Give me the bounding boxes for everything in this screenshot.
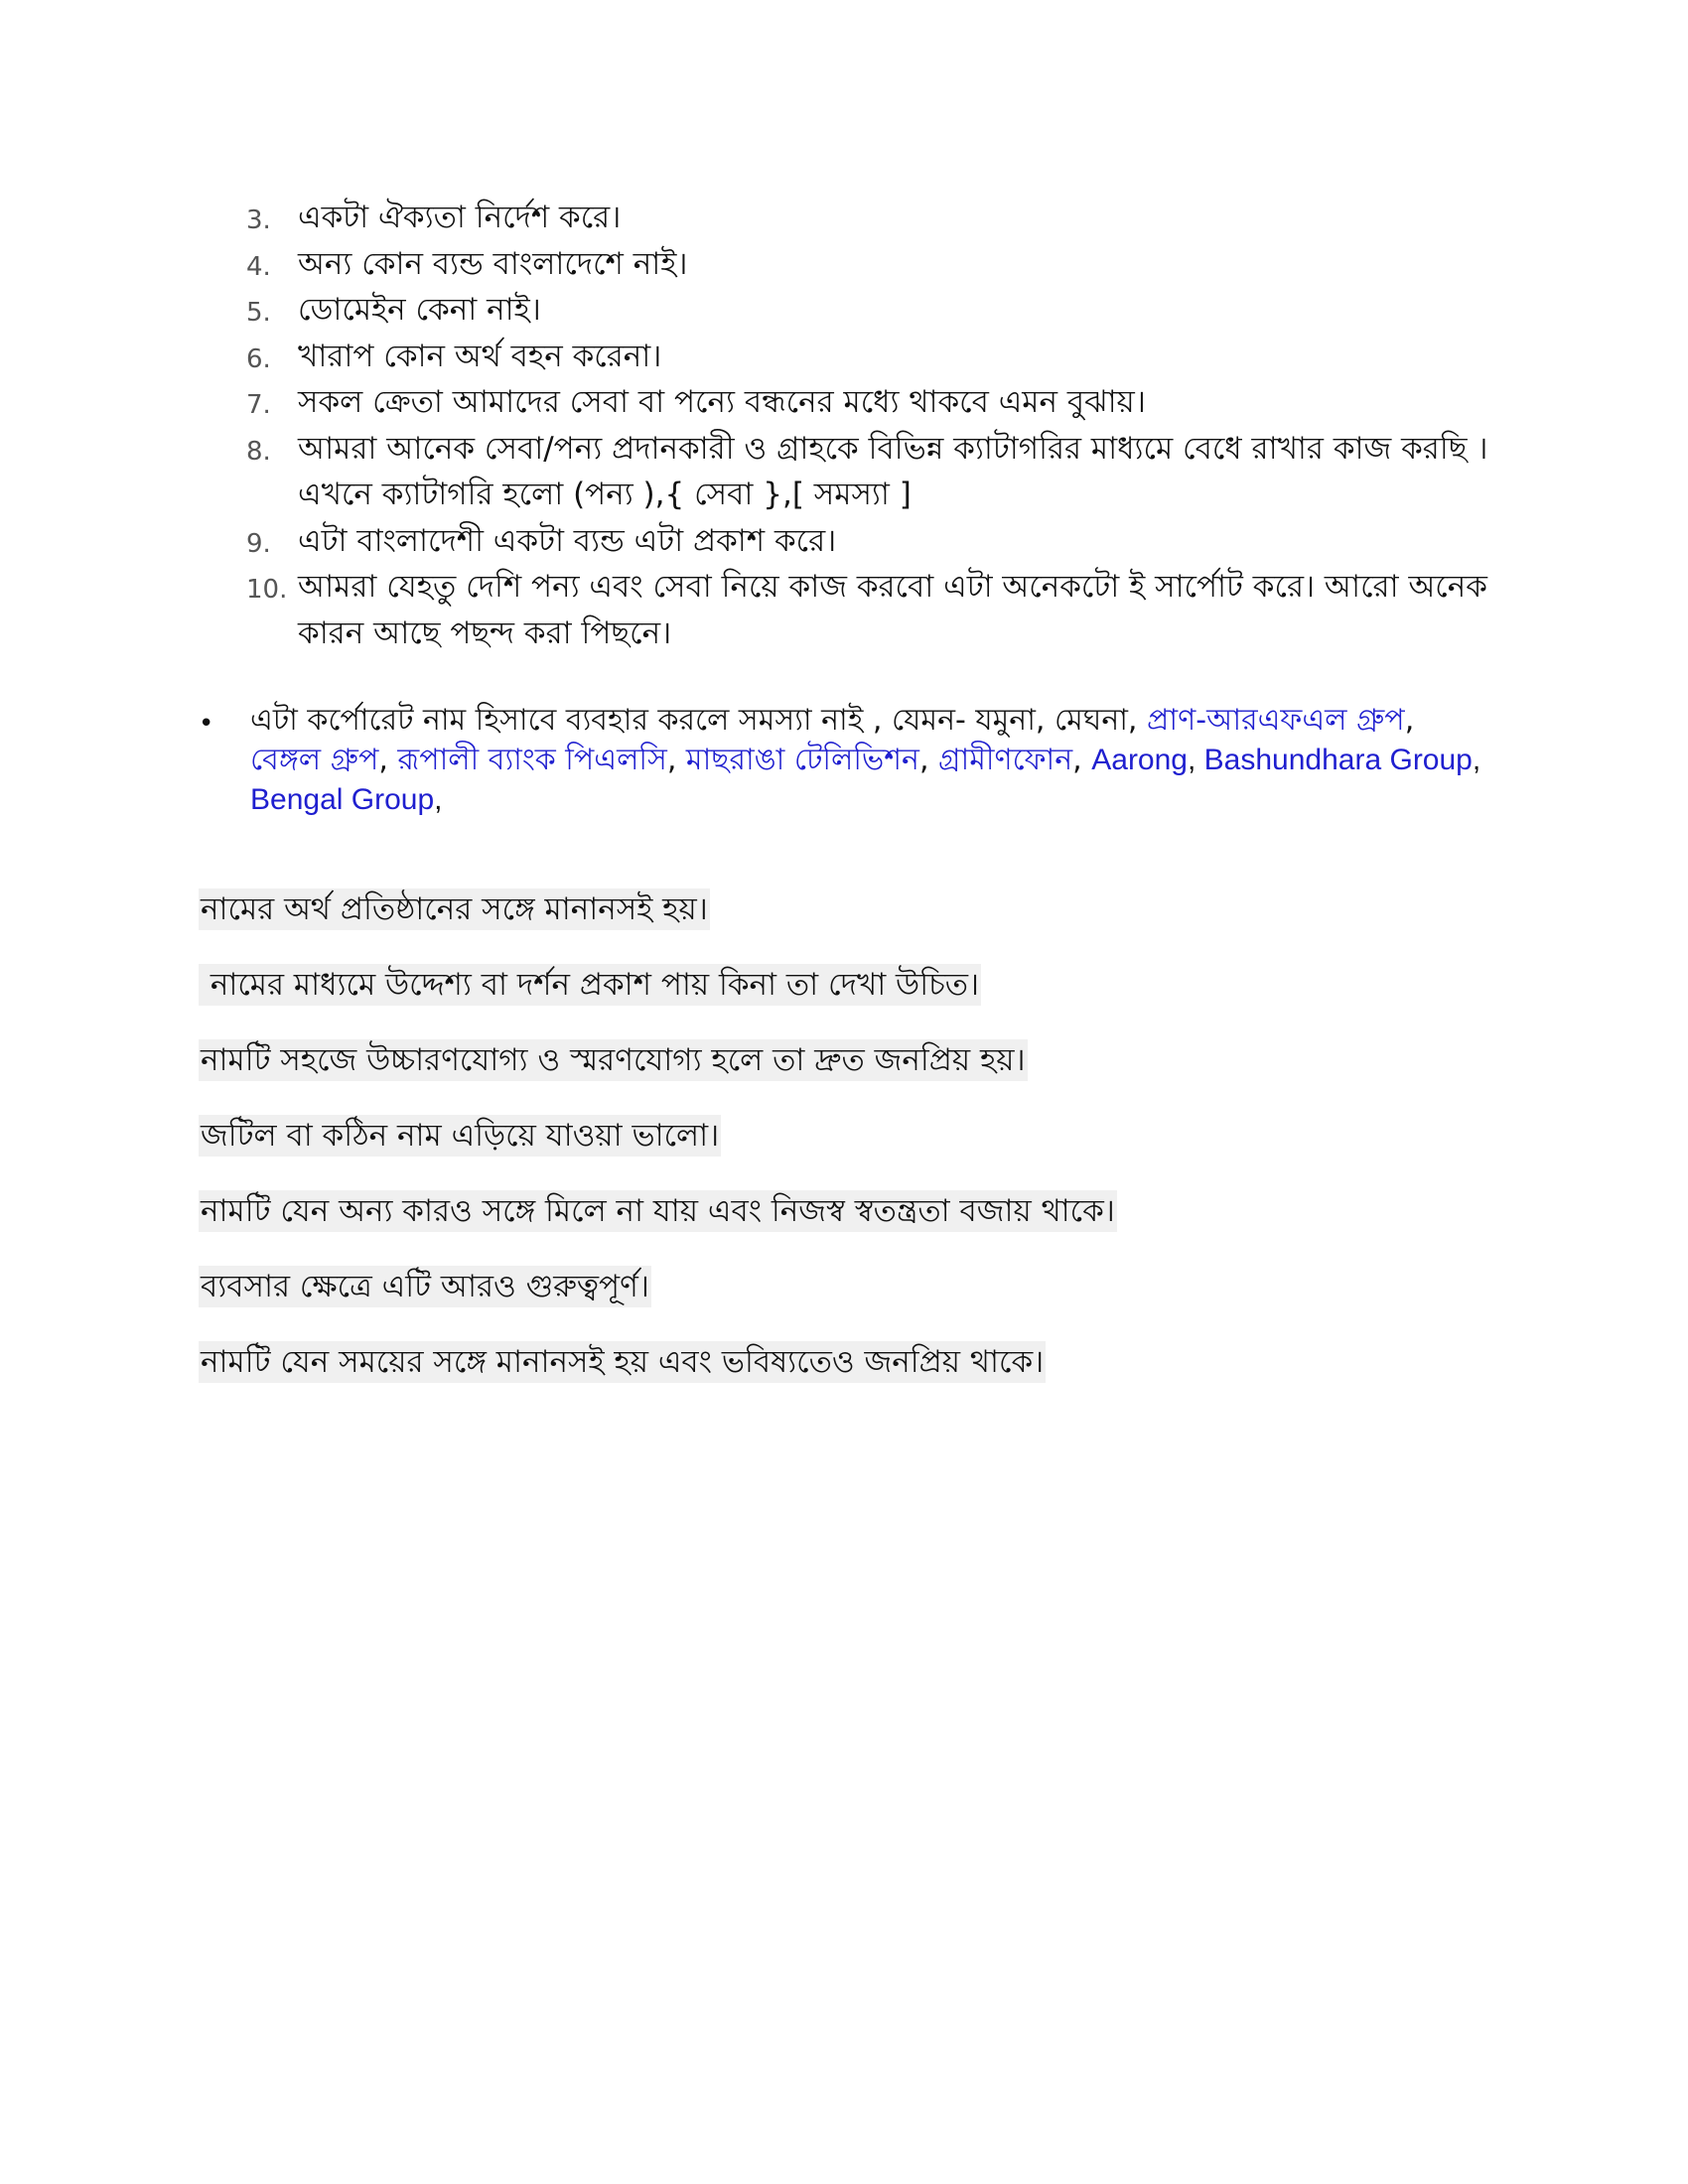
link-bengal-group[interactable]: Bengal Group	[250, 783, 435, 816]
bullet-item	[199, 701, 1489, 820]
list-item	[246, 241, 1497, 288]
statement-line	[199, 888, 1489, 964]
statement-line	[199, 1341, 1489, 1417]
list-item	[246, 334, 1497, 380]
statement-text: নামের অর্থ প্রতিষ্ঠানের সঙ্গে মানানসই হয়।	[199, 888, 710, 930]
list-item	[246, 287, 1497, 334]
statement-text: জটিল বা কঠিন নাম এড়িয়ে যাওয়া ভালো।	[199, 1115, 721, 1157]
link-aarong[interactable]: Aarong	[1091, 744, 1188, 776]
list-number: 4.	[246, 251, 271, 282]
list-item	[246, 426, 1497, 518]
list-item-text: খারাপ কোন অর্থ বহন করেনা।	[298, 338, 662, 374]
list-item-text: একটা ঐক্যতা নির্দেশ করে।	[298, 200, 622, 235]
statement-text: নামটি সহজে উচ্চারণযোগ্য ও স্মরণযোগ্য হলে তা দ্রুত জনপ্রিয় হয়।	[199, 1039, 1028, 1081]
statement-line	[199, 1266, 1489, 1341]
list-item	[246, 564, 1497, 656]
list-number: 5.	[246, 298, 271, 328]
statement-list	[199, 888, 1489, 1417]
link-pran-rfl-group[interactable]: প্রাণ-আরএফএল গ্রুপ	[1147, 703, 1405, 738]
statement-line	[199, 1115, 1489, 1190]
separator: ,	[1472, 744, 1481, 776]
list-number: 8.	[246, 436, 271, 467]
bullet-intro-text: এটা কর্পোরেট নাম হিসাবে ব্যবহার করলে সমস্যা নাই , যেমন- যমুনা, মেঘনা,	[250, 703, 1148, 738]
statement-line	[199, 964, 1489, 1039]
separator: ,	[378, 743, 398, 777]
separator: ,	[666, 743, 686, 777]
link-rupali-bank[interactable]: রূপালী ব্যাংক পিএলসি	[397, 743, 667, 777]
bullet-text	[250, 701, 1489, 820]
list-item	[246, 195, 1497, 241]
numbered-list	[246, 195, 1497, 656]
bullet-symbol: •	[199, 709, 214, 739]
separator: ,	[1188, 744, 1204, 776]
statement-text: নামটি যেন সময়ের সঙ্গে মানানসই হয় এবং ভবিষ্যতেও জনপ্রিয় থাকে।	[199, 1341, 1046, 1383]
list-item-text: সকল ক্রেতা আমাদের সেবা বা পন্যে বন্ধনের মধ্যে থাকবে এমন বুঝায়।	[298, 384, 1146, 420]
statement-text: নামটি যেন অন্য কারও সঙ্গে মিলে না যায় এবং নিজস্ব স্বতন্ত্রতা বজায় থাকে।	[199, 1190, 1117, 1232]
link-bengal-group-bn[interactable]: বেঙ্গল গ্রুপ	[250, 743, 379, 777]
list-item-text: এটা বাংলাদেশী একটা ব্যন্ড এটা প্রকাশ করে।	[298, 522, 837, 559]
separator: ,	[434, 783, 443, 816]
list-number: 7.	[246, 390, 271, 420]
list-item-text: ডোমেইন কেনা নাই।	[298, 292, 541, 328]
list-number: 6.	[246, 343, 271, 374]
list-item-text: আমরা আনেক সেবা/পন্য প্রদানকারী ও গ্রাহকে বিভিন্ন ক্যাটাগরির মাধ্যমে বেধে রাখার কাজ করছি । এখনে ক্যাটাগরি হলো (পন্য ),{ সেবা },[ সমস্যা ]	[298, 430, 1488, 512]
statement-line	[199, 1190, 1489, 1266]
list-number: 3.	[246, 205, 271, 235]
link-bashundhara-group[interactable]: Bashundhara Group	[1203, 744, 1473, 776]
link-grameenphone[interactable]: গ্রামীণফোন	[938, 743, 1073, 777]
separator: ,	[1072, 743, 1092, 777]
statement-line	[199, 1039, 1489, 1115]
statement-text: নামের মাধ্যমে উদ্দেশ্য বা দর্শন প্রকাশ পায় কিনা তা দেখা উচিত।	[199, 964, 981, 1006]
list-item-text: আমরা যেহতু দেশি পন্য এবং সেবা নিয়ে কাজ করবো এটা অনেকটাে ই সার্পোট করে। আরো অনেক কারন আছে পছন্দ করা পিছনে।	[298, 569, 1487, 651]
list-item	[246, 518, 1497, 565]
list-item	[246, 379, 1497, 426]
list-number: 9.	[246, 528, 271, 559]
list-number: 10.	[246, 575, 288, 605]
statement-text: ব্যবসার ক্ষেত্রে এটি আরও গুরুত্বপূর্ণ।	[199, 1266, 651, 1307]
link-maasranga-tv[interactable]: মাছরাঙা টেলিভিশন	[685, 743, 919, 777]
separator: ,	[918, 743, 939, 777]
list-item-text: অন্য কোন ব্যন্ড বাংলাদেশে নাই।	[298, 245, 688, 282]
separator: ,	[1404, 703, 1415, 738]
